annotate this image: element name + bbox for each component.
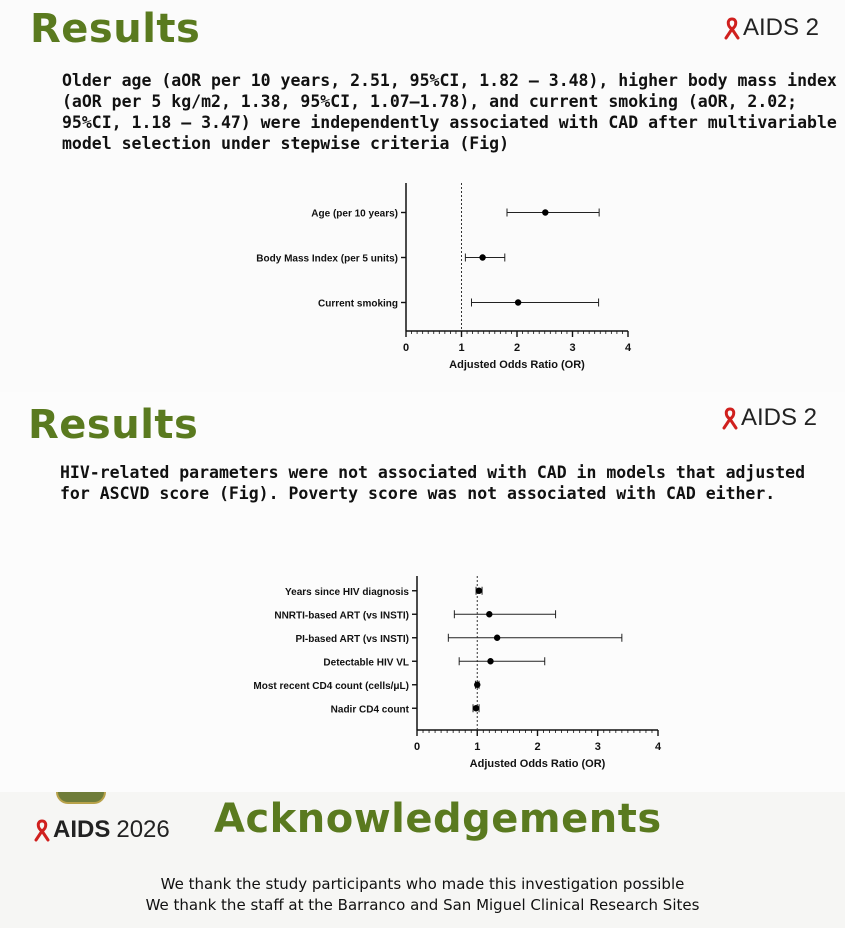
acknowledgement-line: We thank the study participants who made this investigation possible [160,875,685,893]
x-tick-label: 4 [654,741,662,753]
results-summary: Older age (aOR per 10 years, 2.51, 95%CI, 1.82 – 3.48), higher body mass index (aOR per 5 kg/m2, 1.38, 95%CI, 1.07–1.78), and current smoking (aOR, 2.02; 95%CI, 1.18 – 3.47) were independently associated with CAD after multivariable model selection under stepwise criteria (Fig) [62,71,837,153]
slide-heading: Results [28,402,199,448]
row-label: Most recent CD4 count (cells/μL) [253,680,409,692]
row-label: Years since HIV diagnosis [285,586,409,598]
acknowledgement-text [0,874,845,916]
slide-acknowledgements [0,792,845,928]
row-label: PI-based ART (vs INSTI) [295,633,409,645]
x-tick-label: 0 [402,342,410,354]
x-tick-label: 1 [474,741,481,753]
row-label: Current smoking [317,298,398,310]
x-tick-label: 2 [513,342,521,354]
row-label: NNRTI-based ART (vs INSTI) [274,610,409,622]
x-tick-label: 2 [534,741,541,753]
odds-ratio-point [479,254,485,260]
odds-ratio-point [474,682,480,688]
row-label: Nadir CD4 count [330,704,409,716]
x-tick-label: 4 [624,342,632,354]
slide-heading: Results [30,6,201,52]
slide-heading: Acknowledgements [214,796,662,842]
row-label: Body Mass Index (per 5 units) [256,253,398,265]
x-tick-label: 3 [569,342,576,354]
x-tick-label: 1 [458,342,465,354]
forest-plot-2 [0,392,845,792]
forest-plot-1 [0,0,845,392]
logo-text: AIDS [53,816,111,843]
x-axis-title: Adjusted Odds Ratio (OR) [469,758,606,770]
row-label: Detectable HIV VL [323,657,409,669]
odds-ratio-point [473,705,479,711]
institution-seal-icon [56,792,106,804]
aids-2026-logo [34,816,170,844]
x-tick-label: 3 [594,741,601,753]
logo-text: AIDS 2 [741,404,818,431]
odds-ratio-point [542,209,548,215]
x-tick-label: 0 [413,741,421,753]
odds-ratio-point [494,635,500,641]
logo-year: 2026 [116,816,170,843]
odds-ratio-point [486,611,492,617]
odds-ratio-point [476,588,482,594]
results-summary: HIV-related parameters were not associated with CAD in models that adjusted for ASCVD score (Fig). Poverty score was not associated with CAD either. [60,463,806,503]
red-ribbon-icon [34,819,50,841]
slide-results-1 [0,0,845,392]
slide-results-2 [0,392,845,792]
row-label: Age (per 10 years) [311,208,398,220]
odds-ratio-point [487,658,493,664]
acknowledgement-line: We thank the staff at the Barranco and San Miguel Clinical Research Sites [145,896,700,914]
odds-ratio-point [515,299,521,305]
logo-text: AIDS 2 [743,14,820,41]
x-axis-title: Adjusted Odds Ratio (OR) [449,359,585,371]
